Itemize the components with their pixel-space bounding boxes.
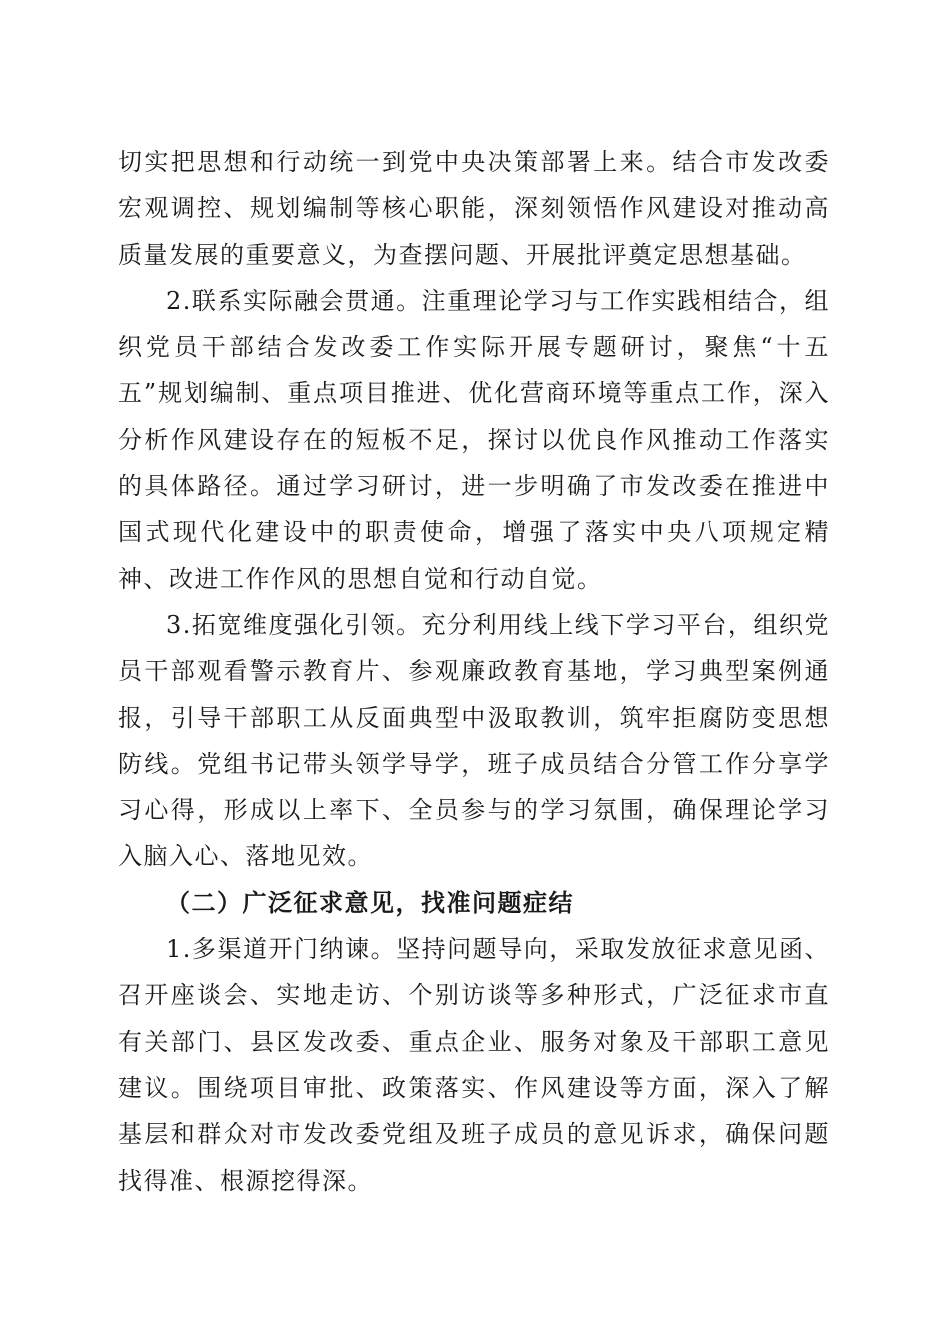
paragraph-item-2: 2.联系实际融会贯通。注重理论学习与工作实践相结合，组织党员干部结合发改委工作实际开展专题研讨，聚焦“十五五”规划编制、重点项目推进、优化营商环境等重点工作，深入分析作风建设存在的短板不足，探讨以优良作风推动工作落实的具体路径。通过学习研讨，进一步明确了市发改委在推进中国式现代化建设中的职责使命，增强了落实中央八项规定精神、改进工作作风的思想自觉和行动自觉。 [118,286,830,593]
paragraph-item-3: 3.拓宽维度强化引领。充分利用线上线下学习平台，组织党员干部观看警示教育片、参观廉政教育基地，学习典型案例通报，引导干部职工从反面典型中汲取教训，筑牢拒腐防变思想防线。党组书记带头领学导学，班子成员结合分管工作分享学习心得，形成以上率下、全员参与的学习氛围，确保理论学习入脑入心、落地见效。 [118,610,830,871]
document-body [118,139,830,1204]
paragraph-continuation: 切实把思想和行动统一到党中央决策部署上来。结合市发改委宏观调控、规划编制等核心职能，深刻领悟作风建设对推动高质量发展的重要意义，为查摆问题、开展批评奠定思想基础。 [118,148,830,269]
paragraph-item-1: 1.多渠道开门纳谏。坚持问题导向，采取发放征求意见函、召开座谈会、实地走访、个别访谈等多种形式，广泛征求市直有关部门、县区发改委、重点企业、服务对象及干部职工意见建议。围绕项目审批、政策落实、作风建设等方面，深入了解基层和群众对市发改委党组及班子成员的意见诉求，确保问题找得准、根源挖得深。 [118,935,830,1195]
section-heading: （二）广泛征求意见，找准问题症结 [166,887,574,917]
